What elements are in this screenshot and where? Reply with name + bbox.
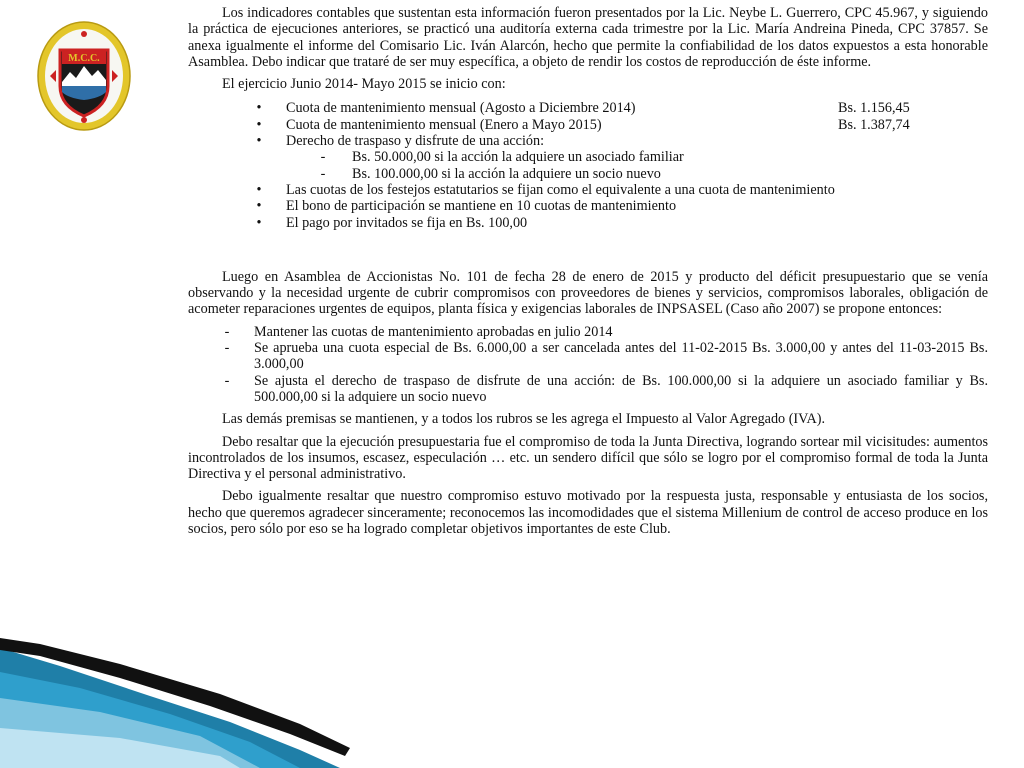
dash-icon: -: [320, 165, 326, 182]
list-item: [188, 215, 988, 231]
sub-list-item-text: Bs. 50.000,00 si la acción la adquiere un asociado familiar: [352, 149, 684, 166]
sub-list-item-text: Bs. 100.000,00 si la acción la adquiere un socio nuevo: [352, 165, 661, 182]
list-item: [188, 198, 988, 214]
paragraph-assembly: Luego en Asamblea de Accionistas No. 101 de fecha 28 de enero de 2015 y producto del déficit presupuestario que se venía observando y la necesidad urgente de cubrir compromisos con proveedores de bienes y servicios, compromisos laborales, obligación de acometer reparaciones urgentes de equipos, planta física y exigencias laborales de INPSASEL (Caso año 2007) se propone entonces:: [188, 268, 988, 318]
paragraph-exercise-start: El ejercicio Junio 2014- Mayo 2015 se inicio con:: [222, 76, 506, 93]
paragraph-budget-execution: Debo resaltar que la ejecución presupuestaria fue el compromiso de toda la Junta Directiva, logrando sortear mil vicisitudes: aumentos incontrolados de los insumos, escasez, especulación … etc. un sendero difícil que sólo se logro por el compromiso formal de toda la Junta Directiva y el personal administrativo.: [188, 433, 988, 483]
list-item: [188, 117, 988, 133]
list-item-amount: Bs. 1.387,74: [838, 116, 910, 133]
bullet-icon: •: [256, 133, 262, 150]
list-item-text: El bono de participación se mantiene en 10 cuotas de mantenimiento: [286, 198, 677, 215]
list-item-text: Se aprueba una cuota especial de Bs. 6.000,00 a ser cancelada antes del 11-02-2015 Bs. 3.000,00 y antes del 11-03-2015 Bs. 3.000,00: [254, 340, 988, 373]
document-body: [188, 0, 988, 537]
dash-icon: -: [224, 340, 230, 357]
list-item-text: El pago por invitados se fija en Bs. 100,00: [286, 214, 528, 231]
list-item-text: Cuota de mantenimiento mensual (Enero a Mayo 2015): [286, 116, 602, 133]
list-item: [188, 100, 988, 116]
paragraph-acknowledgement: Debo igualmente resaltar que nuestro compromiso estuvo motivado por la respuesta justa, responsable y entusiasta de los socios, hecho que queremos agradecer sinceramente; reconocemos las incomodidades que el sistema Millenium de control de acceso produce en los socios, pero sólo por eso se ha logrado completar objetivos importantes de este Club.: [188, 488, 988, 538]
list-item-text: Derecho de traspaso y disfrute de una acción:: [286, 133, 545, 150]
list-item-amount: Bs. 1.156,45: [838, 100, 910, 117]
dash-icon: -: [224, 323, 230, 340]
list-item: [188, 324, 988, 340]
list-item: [188, 133, 988, 149]
sub-list-item: [188, 166, 988, 182]
bullet-icon: •: [256, 198, 262, 215]
decorative-swoosh: [0, 638, 1024, 768]
list-item-text: Cuota de mantenimiento mensual (Agosto a Diciembre 2014): [286, 100, 636, 117]
dash-icon: -: [224, 372, 230, 389]
list-item-text: Mantener las cuotas de mantenimiento aprobadas en julio 2014: [254, 323, 613, 340]
sub-list-item: [188, 149, 988, 165]
list-item: [188, 373, 988, 406]
paragraph-intro: Los indicadores contables que sustentan esta información fueron presentados por la Lic. Neybe L. Guerrero, CPC 45.967, y siguiendo la práctica de ejecuciones anteriores, se practicó una auditoría externa cada trimestre por la Lic. María Andreina Pineda, CPC 37857. Se anexa igualmente el informe del Comisario Lic. Iván Alarcón, hecho que permite la confiabilidad de los datos expuestos a esta honorable Asamblea. Debo indicar que trataré de ser muy específica, a objeto de rendir los costos de reproducción de éste informe.: [188, 5, 988, 70]
bullet-icon: •: [256, 100, 262, 117]
list-item: [188, 340, 988, 373]
list-item: [188, 182, 988, 198]
list-item-text: Las cuotas de los festejos estatutarios se fijan como el equivalente a una cuota de mantenimiento: [286, 181, 835, 198]
bullet-icon: •: [256, 214, 262, 231]
list-item-text: Se ajusta el derecho de traspaso de disfrute de una acción: de Bs. 100.000,00 si la adquiere un asociado familiar y Bs. 500.000,00 si la adquiere un socio nuevo: [254, 372, 988, 405]
paragraph-iva: Las demás premisas se mantienen, y a todos los rubros se les agrega el Impuesto al Valor Agregado (IVA).: [222, 411, 826, 428]
logo-text: M.C.C.: [68, 53, 100, 64]
bullet-icon: •: [256, 116, 262, 133]
club-logo: [36, 20, 132, 132]
club-emblem-icon: [36, 20, 132, 132]
dash-icon: -: [320, 149, 326, 166]
initial-conditions-list: [188, 100, 988, 230]
bullet-icon: •: [256, 181, 262, 198]
proposal-list: [188, 324, 988, 405]
